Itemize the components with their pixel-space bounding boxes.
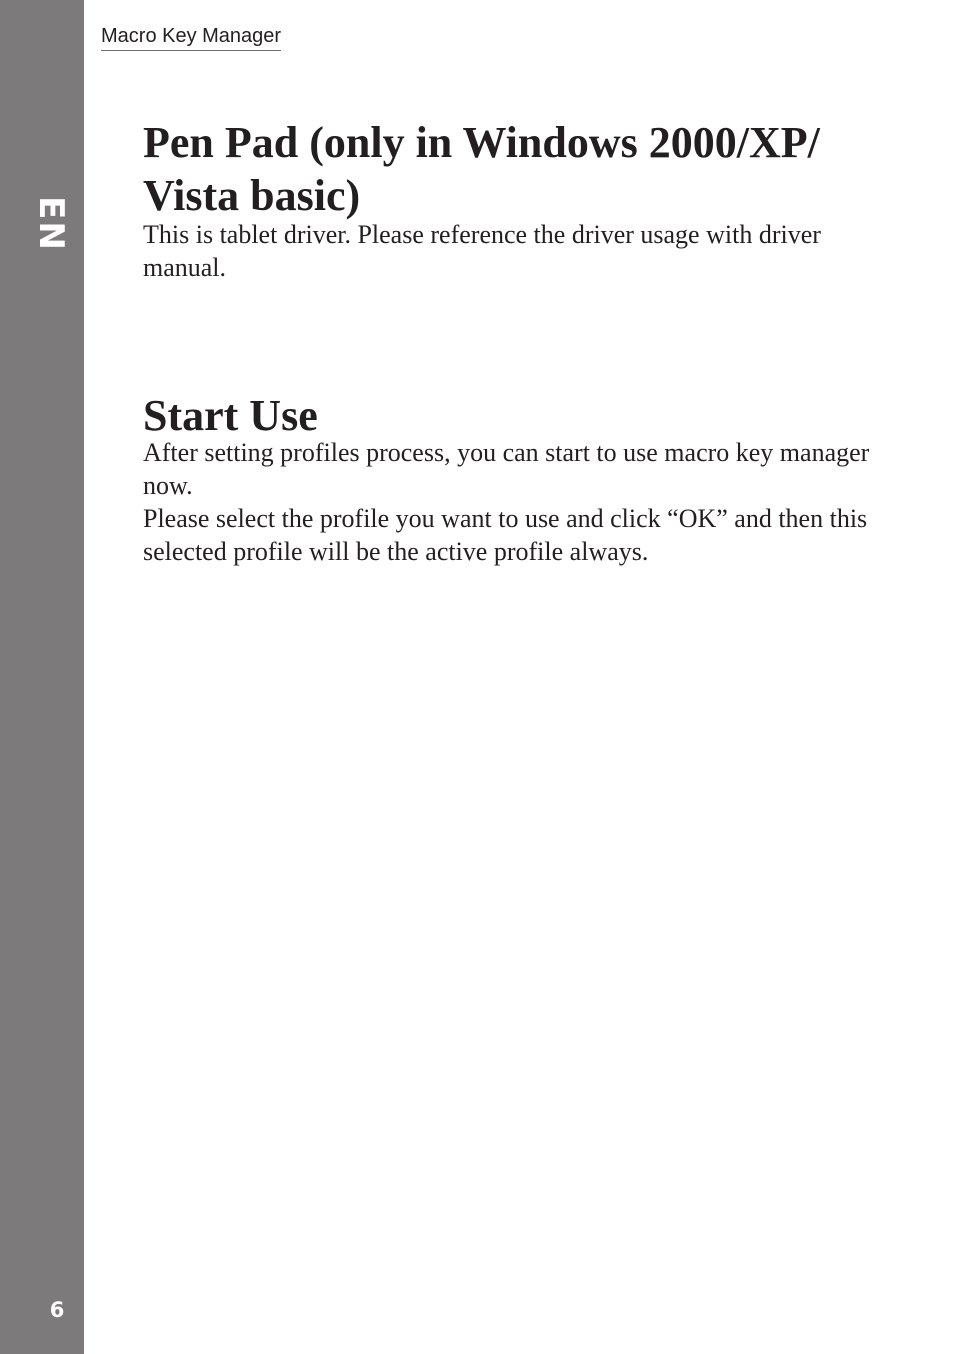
section-heading: Pen Pad (only in Windows 2000/XP/ Vista basic): [143, 118, 820, 220]
section-paragraph: This is tablet driver. Please reference the driver usage with driver manual.: [143, 220, 821, 282]
running-header: Macro Key Manager: [101, 24, 281, 51]
section-paragraph: Please select the profile you want to use and click “OK” and then this selected profile will be the active profile always.: [143, 504, 868, 566]
section-pen-pad: [143, 116, 873, 284]
language-tab: [22, 192, 80, 256]
page-number: 6: [49, 1298, 65, 1322]
language-label: EN: [31, 196, 71, 252]
section-heading: Start Use: [143, 391, 318, 440]
section-paragraph: After setting profiles process, you can start to use macro key manager now.: [143, 438, 870, 500]
section-start-use: [143, 389, 873, 568]
sidebar-strip: [0, 0, 84, 1354]
